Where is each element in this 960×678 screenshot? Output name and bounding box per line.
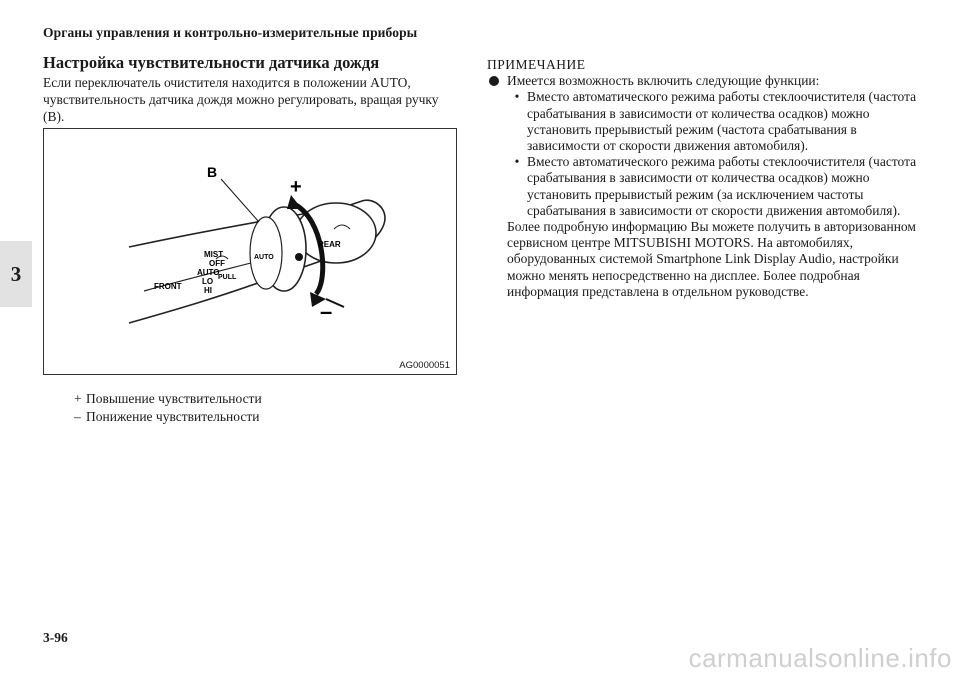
small-bullet-icon: • [514, 154, 520, 170]
label-lo: LO [202, 277, 214, 286]
note-item [487, 73, 917, 89]
figure-code: AG0000051 [399, 360, 450, 371]
small-bullet-icon: • [514, 89, 520, 105]
label-b: B [207, 164, 218, 180]
label-minus: – [320, 299, 333, 324]
note-title: ПРИМЕЧАНИЕ [487, 57, 586, 72]
label-auto: AUTO [197, 268, 220, 277]
note-subitem-text: Вместо автоматического режима работы стеклоочистителя (частота срабатывания в зависимости от количества осадков) можно установить прерывистый режим (за исключением частоты срабатывания в зависимости от скорости движения автомобиля). [527, 154, 917, 218]
section-intro: Если переключатель очистителя находится в положении AUTO, чувствительность датчика дождя можно регулировать, вращая ручку (B). [43, 75, 439, 124]
label-hi: HI [204, 286, 212, 295]
section-title: Настройка чувствительности датчика дождя [43, 53, 380, 72]
note-subitem [507, 89, 917, 154]
wiper-lever-illustration [44, 129, 456, 374]
chapter-tab: 3 [0, 241, 32, 307]
b-leader-line [221, 179, 259, 222]
legend-symbol: + [74, 391, 82, 406]
note-subitem-text: Вместо автоматического режима работы стеклоочистителя (частота срабатывания в зависимости от количества осадков) можно установить прерывистый режим (частота срабатывания в зависимости от скорости движения автомобиля). [527, 89, 917, 154]
left-column [43, 53, 463, 125]
watermark: carmanualsonline.info [688, 643, 952, 673]
wiper-mode-ring [250, 217, 282, 289]
label-plus: + [290, 176, 302, 198]
wiper-switch-figure [43, 128, 457, 375]
bullet-icon [489, 76, 499, 86]
label-front: FRONT [154, 282, 182, 291]
page-number: 3-96 [43, 630, 68, 645]
figure-legend [74, 390, 262, 426]
rear-end-cap [296, 203, 376, 263]
label-off: OFF [209, 259, 225, 268]
ring-marker [295, 253, 303, 261]
legend-text: Повышение чувствительности [86, 391, 262, 406]
note-more-info: Более подробную информацию Вы можете получить в авторизованном сервисном центре MITSUBISHI MOTORS. На автомобилях, оборудованных системой Smartphone Link Display Audio, настройки можно менять непосредственно на дисплее. Более подробная информация представлена в отдельном руководстве. [507, 219, 916, 299]
note-column [487, 57, 917, 300]
legend-text: Понижение чувствительности [86, 409, 260, 424]
note-item-text: Имеется возможность включить следующие функции: [507, 73, 820, 89]
legend-row-plus [74, 390, 262, 408]
running-header: Органы управления и контрольно-измерительные приборы [43, 25, 418, 40]
label-mist: MIST [204, 250, 224, 259]
note-subitems [507, 89, 917, 219]
legend-symbol: – [74, 409, 81, 424]
legend-row-minus [74, 408, 262, 426]
label-pull: PULL [218, 274, 237, 281]
note-subitem [507, 154, 917, 219]
label-rear: REAR [318, 240, 341, 249]
label-ring-auto: AUTO [254, 254, 274, 261]
